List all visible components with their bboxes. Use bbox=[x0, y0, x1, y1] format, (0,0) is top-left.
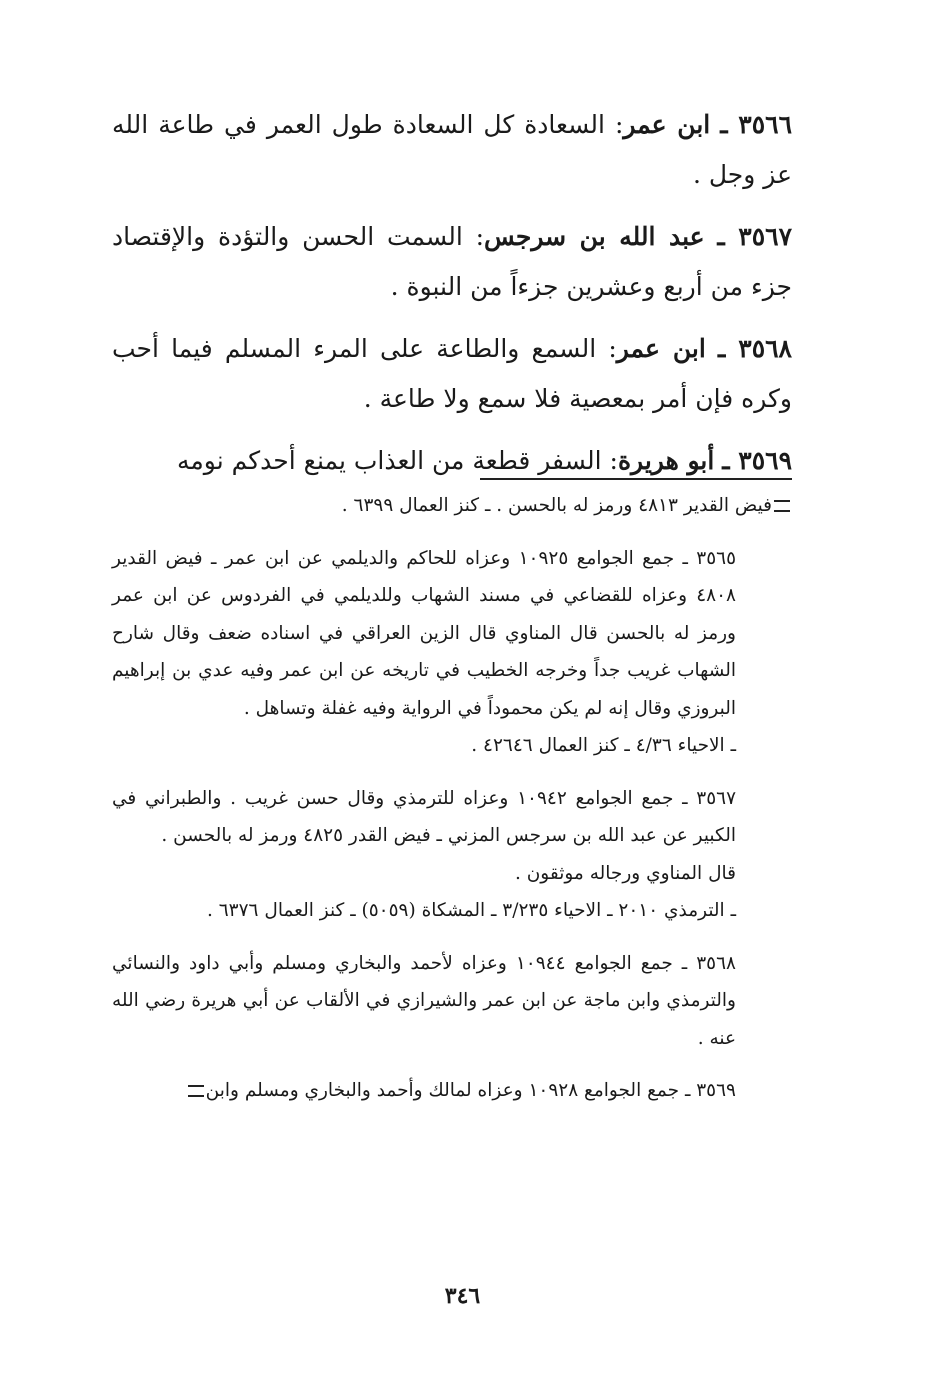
footnote-text: ٣٥٦٨ ـ جمع الجوامع ١٠٩٤٤ وعزاه لأحمد والبخاري ومسلم وأبي داود والنسائي والترمذي وابن ماجة عن ابن عمر والشيرازي في الألقاب عن أبي هريرة رضي الله عنه . bbox=[112, 952, 736, 1049]
hadith-narrator: ابن عمر bbox=[623, 110, 711, 139]
footnote-text: ـ الاحياء ٤/٣٦ ـ كنز العمال ٤٢٦٤٦ . bbox=[471, 735, 736, 756]
hadith-text: : السمت الحسن والتؤدة والإقتصاد جزء من أربع وعشرين جزءاً من النبوة . bbox=[112, 222, 792, 301]
footnotes bbox=[112, 487, 792, 1125]
hadith-entry bbox=[112, 324, 792, 424]
hadith-text: : السمع والطاعة على المرء المسلم فيما أحب وكره فإن أمر بمعصية فلا سمع ولا طاعة . bbox=[112, 334, 792, 413]
footnote-text: ٣٥٦٧ ـ جمع الجوامع ١٠٩٤٢ وعزاه للترمذي وقال حسن غريب . والطبراني في الكبير عن عبد الله بن سرجس المزني ـ فيض القدر ٤٨٢٥ ورمز له بالحسن . bbox=[112, 787, 737, 846]
hadith-narrator: أبو هريرة bbox=[617, 446, 715, 475]
hadith-text: : السعادة كل السعادة طول العمر في طاعة الله عز وجل . bbox=[112, 110, 792, 189]
footnote-3569 bbox=[112, 1072, 792, 1110]
footnote-divider bbox=[480, 478, 792, 480]
hadith-narrator: ابن عمر bbox=[616, 334, 706, 363]
footnote-3568 bbox=[112, 945, 792, 1058]
hadith-number: ٣٥٦٦ ـ bbox=[720, 110, 793, 139]
hadith-entry bbox=[112, 100, 792, 200]
footnote-carryover bbox=[112, 487, 792, 525]
footnote-text: ٣٥٦٩ ـ جمع الجوامع ١٠٩٢٨ وعزاه لمالك وأحمد والبخاري ومسلم وابن bbox=[205, 1080, 736, 1101]
hadith-list bbox=[112, 100, 792, 498]
footnote-text: فيض القدير ٤٨١٣ ورمز له بالحسن . ـ كنز العمال ٦٣٩٩ . bbox=[341, 495, 772, 516]
footnote-3566 bbox=[112, 540, 792, 765]
hadith-number: ٣٥٦٧ ـ bbox=[717, 222, 793, 251]
footnote-text: قال المناوي ورجاله موثقون . bbox=[514, 862, 736, 884]
footnote-text: ٣٥٦٥ ـ جمع الجوامع ١٠٩٢٥ وعزاه للحاكم والديلمي عن ابن عمر ـ فيض القدير ٤٨٠٨ وعزاه للقضاعي في مسند الشهاب وللديلمي في الفردوس عن ابن عمر ورمز له بالحسن قال المناوي قال الزين العراقي في اسناده ضعف وقال شارح الشهاب غريب جداً وخرجه الخطيب في تاريخه عن ابن عمر وفيه عدي بن إبراهيم البروزي وقال إنه لم يكن محموداً في الرواية وفيه غفلة وتساهل . bbox=[112, 547, 737, 719]
footnote-text: ـ الترمذي ٢٠١٠ ـ الاحياء ٣/٢٣٥ ـ المشكاة (٥٠٥٩) ـ كنز العمال ٦٣٧٦ . bbox=[206, 900, 736, 921]
hadith-entry bbox=[112, 212, 792, 312]
footnote-3567 bbox=[112, 780, 792, 930]
hadith-text: : السفر قطعة من العذاب يمنع أحدكم نومه bbox=[177, 446, 618, 475]
hadith-number: ٣٥٦٨ ـ bbox=[718, 334, 792, 363]
page-number: ٣٤٦ bbox=[444, 1283, 481, 1309]
continuation-mark bbox=[774, 500, 790, 512]
hadith-narrator: عبد الله بن سرجس bbox=[484, 222, 705, 251]
continuation-mark bbox=[188, 1085, 204, 1097]
hadith-number: ٣٥٦٩ ـ bbox=[722, 446, 792, 475]
